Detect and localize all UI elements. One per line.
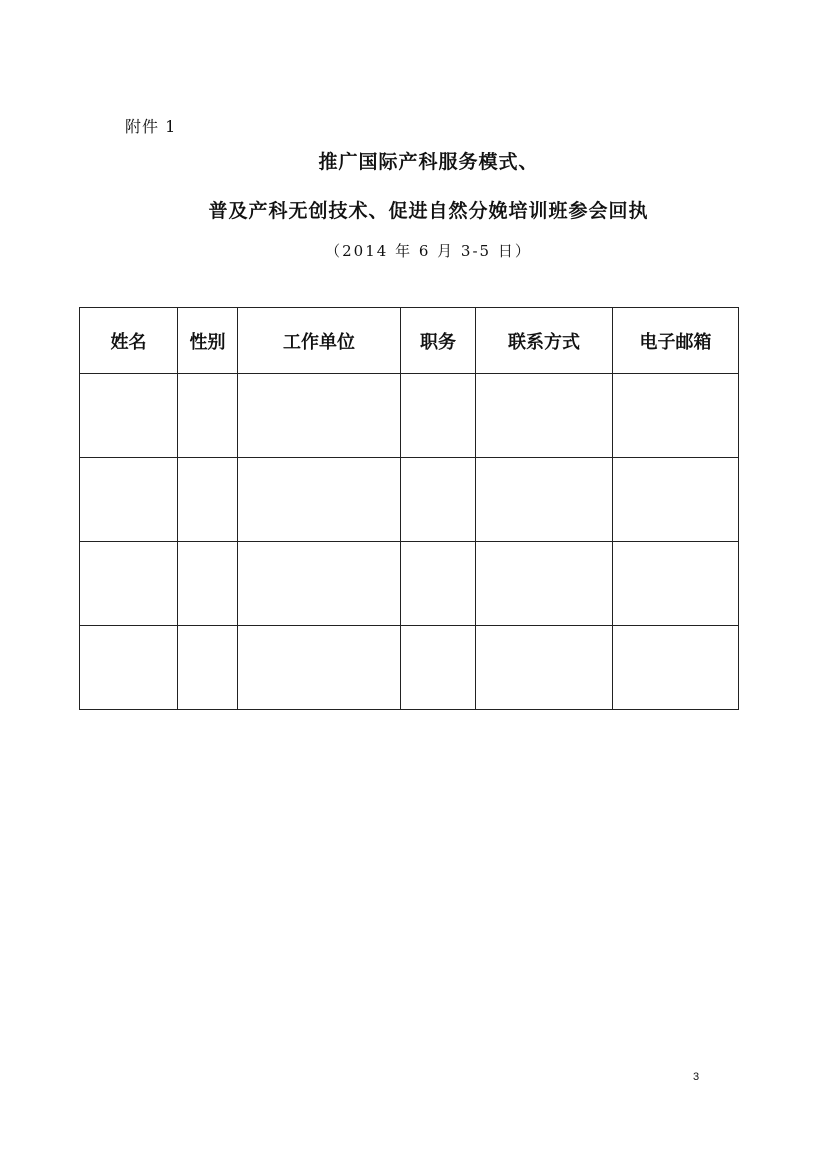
table-cell[interactable] (80, 374, 178, 458)
table-cell[interactable] (476, 458, 613, 542)
table-cell[interactable] (80, 458, 178, 542)
table-row (80, 542, 739, 626)
table-cell[interactable] (613, 626, 739, 710)
table-cell[interactable] (238, 458, 401, 542)
table-row (80, 626, 739, 710)
header-position: 职务 (401, 308, 476, 374)
header-work-unit: 工作单位 (238, 308, 401, 374)
table-cell[interactable] (178, 542, 238, 626)
table-cell[interactable] (80, 542, 178, 626)
table-cell[interactable] (613, 374, 739, 458)
registration-table (79, 307, 739, 710)
header-gender: 性别 (178, 308, 238, 374)
header-name: 姓名 (80, 308, 178, 374)
table-cell[interactable] (401, 626, 476, 710)
table-header-row (80, 308, 739, 374)
header-email: 电子邮箱 (613, 308, 739, 374)
table-cell[interactable] (80, 626, 178, 710)
document-date: （2014 年 6 月 3-5 日） (325, 242, 532, 260)
table-cell[interactable] (476, 626, 613, 710)
table-cell[interactable] (178, 458, 238, 542)
table-cell[interactable] (476, 542, 613, 626)
table-cell[interactable] (238, 374, 401, 458)
table-row (80, 374, 739, 458)
table-cell[interactable] (238, 626, 401, 710)
document-title-line-1: 推广国际产科服务模式、 (318, 151, 539, 173)
table-cell[interactable] (613, 458, 739, 542)
table-cell[interactable] (401, 374, 476, 458)
page-number: 3 (693, 1071, 700, 1083)
header-contact: 联系方式 (476, 308, 613, 374)
table-cell[interactable] (178, 626, 238, 710)
table-cell[interactable] (238, 542, 401, 626)
table-cell[interactable] (401, 458, 476, 542)
table-cell[interactable] (613, 542, 739, 626)
document-title-line-2: 普及产科无创技术、促进自然分娩培训班参会回执 (208, 200, 649, 222)
table-row (80, 458, 739, 542)
table-cell[interactable] (476, 374, 613, 458)
table-cell[interactable] (178, 374, 238, 458)
table-cell[interactable] (401, 542, 476, 626)
attachment-label: 附件 1 (125, 117, 177, 136)
